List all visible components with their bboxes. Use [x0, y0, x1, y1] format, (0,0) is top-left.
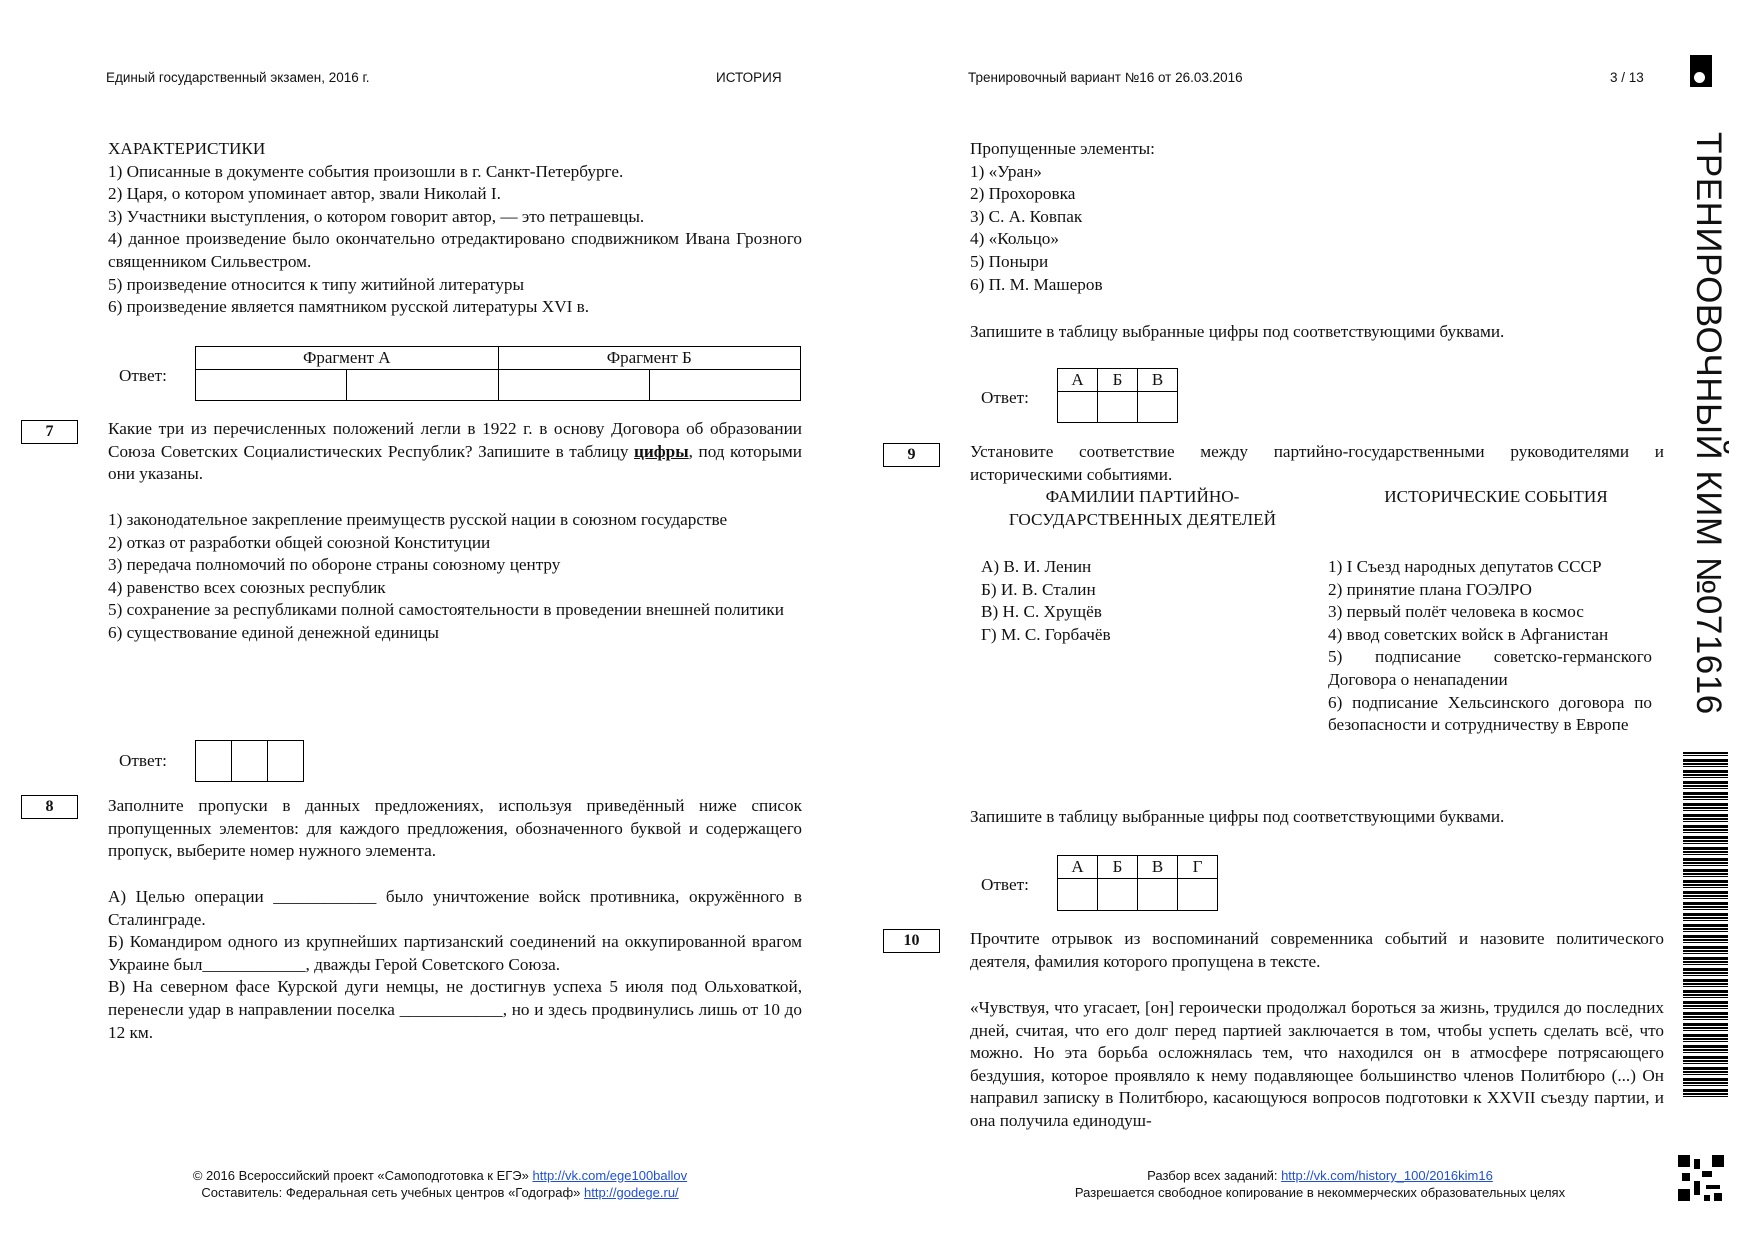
- letter-header: А: [1058, 369, 1098, 392]
- list-item: 2) принятие плана ГОЭЛРО: [1328, 579, 1532, 599]
- question-10-quote: «Чувствуя, что угасает, [он] героически продолжал бороться за жизнь, трудился до последних дней, считая, что его долг перед партией заключается в том, чтобы успеть сделать всё, что можно. Но эта борьба осложнялась тем, что находился он в атмосфере потрясающего бездушия, которое проявляло к нему подавляющее большинство членов Политбюро (...) Он направил записку в Политбюро, касающуюся вопросов подготовки к XXVII съезду партии, и она получила единодуш-: [970, 998, 1664, 1130]
- header-variant: Тренировочный вариант №16 от 26.03.2016: [968, 70, 1243, 85]
- list-item: 6) П. М. Машеров: [970, 274, 1103, 294]
- fragment-answer-table: [195, 346, 801, 401]
- answer-cell[interactable]: [268, 741, 304, 782]
- history-kim-link[interactable]: http://vk.com/history_100/2016kim16: [1281, 1168, 1493, 1183]
- events-column-title: ИСТОРИЧЕСКИЕ СОБЫТИЯ: [1384, 487, 1608, 506]
- list-item: 1) «Уран»: [970, 161, 1042, 181]
- list-item: 6) подписание Хельсинского договора по безопасности и сотрудничеству в Европе: [1328, 692, 1652, 735]
- characteristics-block: [108, 138, 802, 319]
- letter-header: Г: [1178, 856, 1218, 879]
- question-number-7: 7: [21, 420, 78, 444]
- persons-list: [981, 556, 1301, 646]
- qr-code-icon: [1678, 1155, 1724, 1201]
- characteristics-title: ХАРАКТЕРИСТИКИ: [108, 139, 266, 158]
- barcode: [1683, 752, 1728, 1099]
- persons-column-title: ФАМИЛИИ ПАРТИЙНО-ГОСУДАРСТВЕННЫХ ДЕЯТЕЛЕЙ: [1008, 487, 1277, 529]
- answer-cell[interactable]: [232, 741, 268, 782]
- list-item: 5) подписание советско-германского Договора о ненападении: [1328, 647, 1652, 689]
- vk-ege-link[interactable]: http://vk.com/ege100ballov: [532, 1168, 688, 1183]
- answer-cell[interactable]: [347, 370, 498, 401]
- letter-header: Б: [1098, 856, 1138, 879]
- list-item: В) Н. С. Хрущёв: [981, 602, 1102, 622]
- list-item: 2) отказ от разработки общей союзной Конституции: [108, 532, 491, 552]
- answer-label: Ответ:: [981, 388, 1029, 407]
- answer-cell[interactable]: [1138, 879, 1178, 911]
- answer-label: Ответ:: [981, 875, 1029, 894]
- list-item: Г) М. С. Горбачёв: [981, 624, 1111, 644]
- q7-answer-table: [195, 740, 304, 782]
- q8-answer-table: [1057, 368, 1178, 423]
- list-item: 1) Описанные в документе события произошли в г. Санкт-Петербурге.: [108, 161, 624, 181]
- question-7-text: Какие три из перечисленных положений легли в 1922 г. в основу Договора об образовании Союза Советских Социалистических Республик? Запишите в таблицу цифры, под которыми они указаны.: [108, 419, 802, 484]
- letter-header: В: [1138, 369, 1178, 392]
- answer-cell[interactable]: [1098, 879, 1138, 911]
- question-number-10: 10: [883, 929, 940, 953]
- list-item: 5) Поныри: [970, 251, 1049, 271]
- missing-elements-title: Пропущенные элементы:: [970, 139, 1155, 158]
- q9-answer-table: [1057, 855, 1218, 911]
- list-item: А) Целью операции ____________ было уничтожение войск противника, окружённого в Сталинграде.: [108, 887, 802, 929]
- list-item: 5) произведение относится к типу житийной литературы: [108, 274, 524, 294]
- list-item: 4) ввод советских войск в Афганистан: [1328, 624, 1609, 644]
- answer-label: Ответ:: [119, 751, 167, 770]
- list-item: 6) существование единой денежной единицы: [108, 622, 439, 642]
- footer-left: © 2016 Всероссийский проект «Самоподготовка к ЕГЭ» http://vk.com/ege100ballov Составитель: Федеральная сеть учебных центров «Годограф» http://godege.ru/: [192, 1168, 688, 1200]
- answer-cell[interactable]: [1178, 879, 1218, 911]
- list-item: 2) Царя, о котором упоминает автор, звали Николай I.: [108, 184, 501, 204]
- list-item: 3) первый полёт человека в космос: [1328, 602, 1584, 622]
- list-item: 3) передача полномочий по обороне страны союзному центру: [108, 555, 561, 575]
- list-item: 4) «Кольцо»: [970, 229, 1059, 249]
- list-item: 1) законодательное закрепление преимуществ русской нации в союзном государстве: [108, 510, 728, 529]
- vertical-kim-title: ТРЕНИРОВОЧНЫЙ КИМ №071616: [1689, 132, 1728, 715]
- header-exam-title: Единый государственный экзамен, 2016 г.: [106, 70, 370, 85]
- header-subject: ИСТОРИЯ: [716, 70, 782, 85]
- write-instruction: Запишите в таблицу выбранные цифры под соответствующими буквами.: [970, 322, 1505, 341]
- letter-header: А: [1058, 856, 1098, 879]
- corner-marker-icon: [1690, 55, 1712, 87]
- answer-cell[interactable]: [1058, 879, 1098, 911]
- letter-header: В: [1138, 856, 1178, 879]
- fragment-a-header: Фрагмент А: [196, 347, 499, 370]
- emphasis-digits: цифры: [633, 441, 689, 461]
- question-7-options: [108, 509, 802, 645]
- answer-cell[interactable]: [196, 370, 347, 401]
- question-8-text: Заполните пропуски в данных предложениях, используя приведённый ниже список пропущенных элементов: для каждого предложения, обозначенного буквой и содержащего пропуск, выберите номер нужного элемента.: [108, 796, 802, 861]
- question-8-sentences: [108, 886, 802, 1044]
- missing-elements-block: [970, 138, 1664, 296]
- question-9-text: Установите соответствие между партийно-государственными руководителями и историческими событиями.: [970, 442, 1664, 484]
- list-item: Б) Командиром одного из крупнейших партизанский соединений на оккупированной врагом Украине был____________, дважды Герой Советского Союза.: [108, 932, 802, 974]
- answer-cell[interactable]: [1058, 392, 1098, 423]
- list-item: 5) сохранение за республиками полной самостоятельности в проведении внешней политики: [108, 600, 784, 620]
- godege-link[interactable]: http://godege.ru/: [583, 1185, 679, 1200]
- events-list: [1328, 556, 1652, 737]
- answer-cell[interactable]: [1138, 392, 1178, 423]
- list-item: 2) Прохоровка: [970, 184, 1076, 204]
- list-item: А) В. И. Ленин: [981, 557, 1092, 576]
- header-page-number: 3 / 13: [1610, 70, 1644, 85]
- list-item: 6) произведение является памятником русской литературы XVI в.: [108, 297, 590, 317]
- list-item: В) На северном фасе Курской дуги немцы, не достигнув успеха 5 июля под Ольховаткой, перенесли удар в направлении поселка ____________, но и здесь продвинулись лишь от 10 до 12 км.: [108, 977, 802, 1042]
- question-10-text: Прочтите отрывок из воспоминаний современника событий и назовите политического деятеля, фамилия которого пропущена в тексте.: [970, 929, 1664, 971]
- answer-cell[interactable]: [196, 741, 232, 782]
- list-item: 3) Участники выступления, о котором говорит автор, — это петрашевцы.: [108, 206, 645, 226]
- list-item: 3) С. А. Ковпак: [970, 206, 1083, 226]
- answer-cell[interactable]: [1098, 392, 1138, 423]
- answer-label: Ответ:: [119, 366, 167, 385]
- answer-cell[interactable]: [649, 370, 800, 401]
- answer-cell[interactable]: [498, 370, 649, 401]
- list-item: 4) равенство всех союзных республик: [108, 577, 386, 597]
- list-item: 4) данное произведение было окончательно отредактировано сподвижником Ивана Грозного священником Сильвестром.: [108, 229, 802, 271]
- list-item: 1) I Съезд народных депутатов СССР: [1328, 557, 1602, 576]
- write-instruction: Запишите в таблицу выбранные цифры под соответствующими буквами.: [970, 807, 1505, 826]
- fragment-b-header: Фрагмент Б: [498, 347, 801, 370]
- list-item: Б) И. В. Сталин: [981, 579, 1096, 599]
- question-number-9: 9: [883, 443, 940, 467]
- letter-header: Б: [1098, 369, 1138, 392]
- question-number-8: 8: [21, 795, 78, 819]
- footer-right: Разбор всех заданий: http://vk.com/history_100/2016kim16 Разрешается свободное копирование в некоммерческих образовательных целях: [1074, 1168, 1566, 1200]
